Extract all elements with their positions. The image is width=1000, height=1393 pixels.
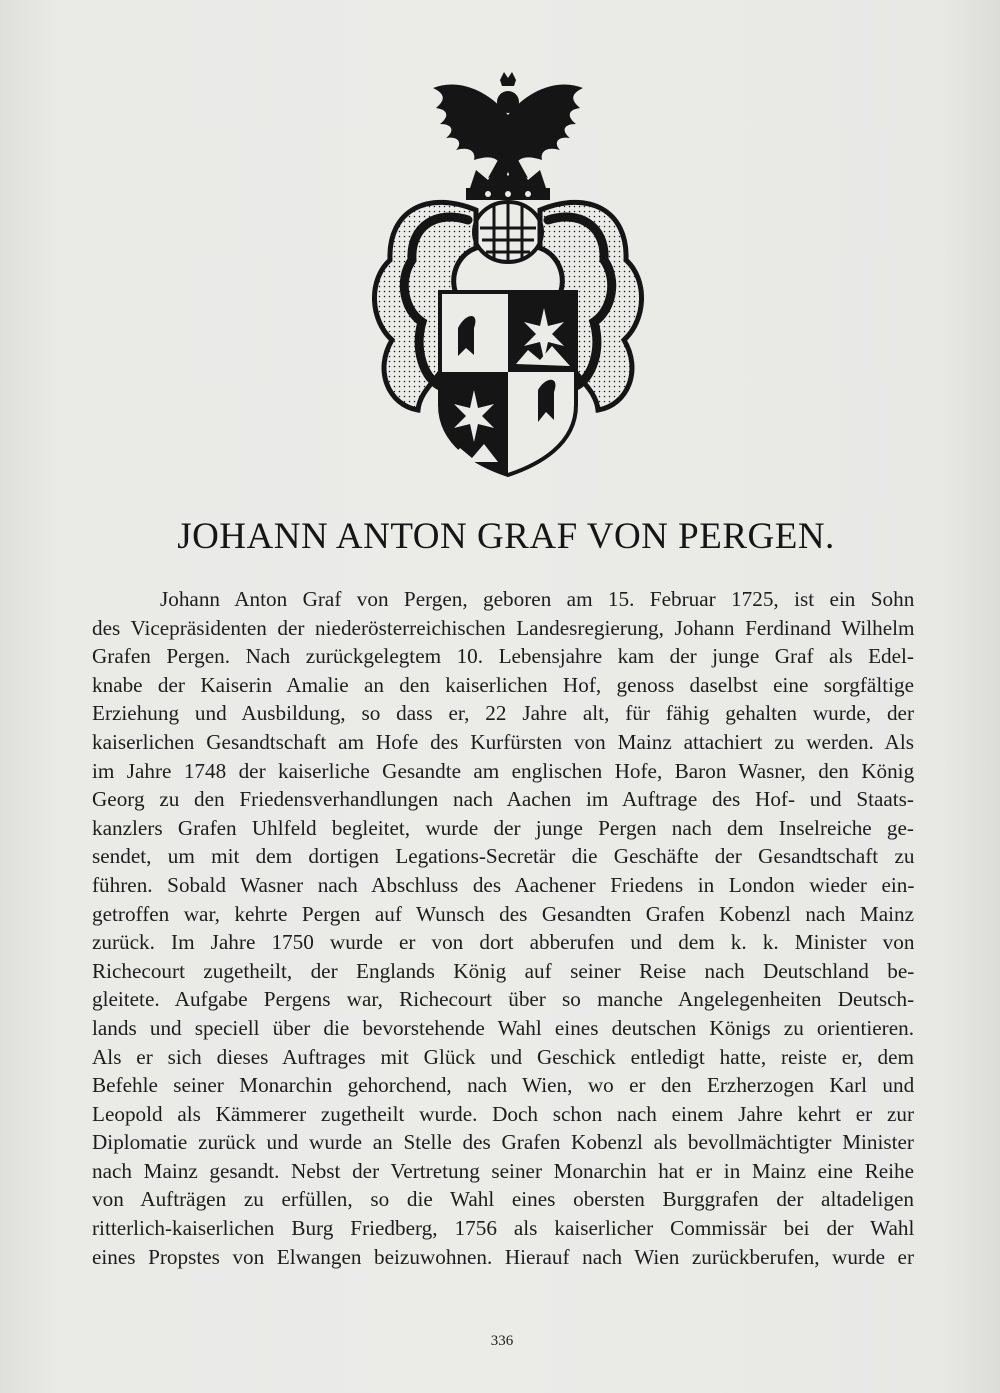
text-line: nach Mainz gesandt. Nebst der Vertretung seiner Monarchin hat er in Mainz eine Reihe: [92, 1158, 914, 1183]
text-line: Richecourt zugetheilt, der Englands König auf seiner Reise nach Deutschland be-: [92, 958, 915, 983]
text-line: Diplomatie zurück und wurde an Stelle des Grafen Kobenzl als bevollmächtigter Minister: [92, 1130, 914, 1155]
text-line: kaiserlichen Gesandtschaft am Hofe des Kurfürsten von Mainz attachiert zu werden. Als: [92, 729, 914, 754]
text-line: getroffen war, kehrte Pergen auf Wunsch des Gesandten Grafen Kobenzl nach Mainz: [92, 901, 914, 926]
text-line: Georg zu den Friedensverhandlungen nach Aachen im Auftrage des Hof- und Staats-: [92, 787, 914, 812]
text-line: Befehle seiner Monarchin gehorchend, nach Wien, wo er den Erzherzogen Karl und: [92, 1073, 915, 1098]
text-line: eines Propstes von Elwangen beizuwohnen. Hierauf nach Wien zurückberufen, wurde er: [92, 1244, 914, 1269]
text-line: gleitete. Aufgabe Pergens war, Richecourt über so manche Angelegenheiten Deutsch-: [92, 987, 915, 1012]
text-line: zurück. Im Jahre 1750 wurde er von dort abberufen und dem k. k. Minister von: [92, 930, 915, 955]
text-line: Johann Anton Graf von Pergen, geboren am 15. Februar 1725, ist ein Sohn: [160, 587, 915, 611]
text-line: des Vicepräsidenten der niederösterreichischen Landesregierung, Johann Ferdinand Wilhelm: [92, 615, 915, 640]
text-line: Grafen Pergen. Nach zurückgelegtem 10. Lebensjahre kam der junge Graf als Edel-: [92, 644, 914, 669]
text-line: ritterlich-kaiserlichen Burg Friedberg, 1756 als kaiserlicher Commissär bei der Wahl: [92, 1216, 915, 1241]
eagle-crest-icon: [433, 72, 583, 184]
text-line: Erziehung und Ausbildung, so dass er, 22 Jahre alt, für fähig gehalten wurde, der: [92, 701, 914, 726]
text-line: lands und speciell über die bevorstehende Wahl eines deutschen Königs zu orientieren.: [92, 1015, 914, 1040]
coat-of-arms-icon: [348, 60, 668, 485]
text-line: knabe der Kaiserin Amalie an den kaiserlichen Hof, genoss daselbst eine sorgfältige: [92, 672, 914, 697]
text-line: von Aufträgen zu erfüllen, so die Wahl eines obersten Burggrafen der altadeligen: [92, 1187, 914, 1212]
text-line: sendet, um mit dem dortigen Legations-Secretär die Geschäfte der Gesandtschaft zu: [92, 844, 915, 869]
shield-icon: [440, 292, 576, 475]
page-title: JOHANN ANTON GRAF VON PERGEN.: [177, 516, 835, 557]
text-line: im Jahre 1748 der kaiserliche Gesandte am englischen Hofe, Baron Wasner, den König: [92, 758, 915, 783]
text-line: Leopold als Kämmerer zugetheilt wurde. Doch schon nach einem Jahre kehrt er zur: [92, 1101, 914, 1126]
helmet-icon: [474, 202, 542, 262]
text-line: führen. Sobald Wasner nach Abschluss des Aachener Friedens in London wieder ein-: [92, 872, 915, 897]
text-line: Als er sich dieses Auftrages mit Glück und Geschick entledigt hatte, reiste er, dem: [92, 1044, 914, 1069]
body-text: [92, 585, 914, 1271]
text-line: kanzlers Grafen Uhlfeld begleitet, wurde der junge Pergen nach dem Inselreiche ge-: [92, 815, 914, 840]
page-number: 336: [490, 1333, 514, 1349]
